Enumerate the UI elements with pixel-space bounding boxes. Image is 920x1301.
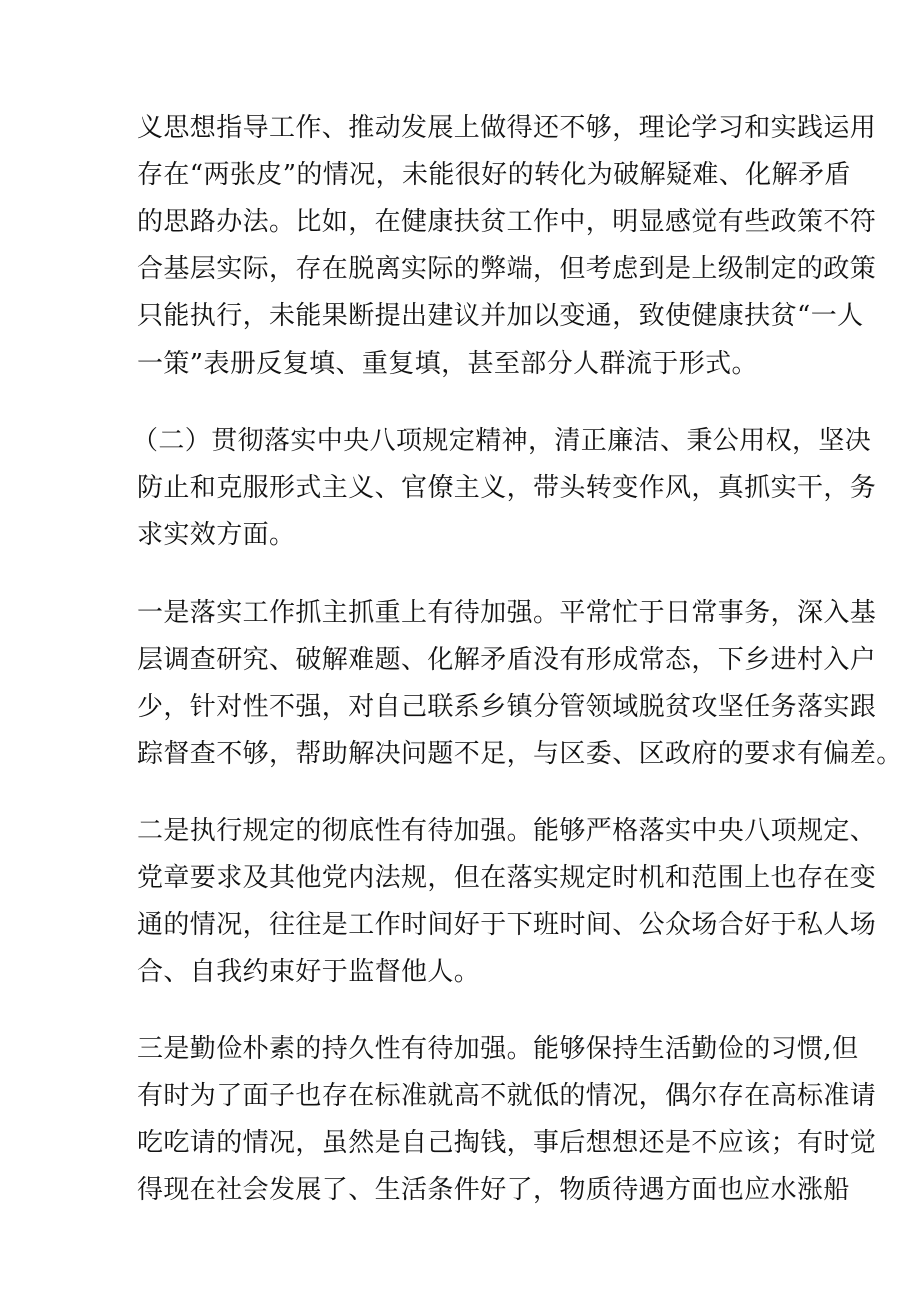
text-line: 只能执行，未能果断提出建议并加以变通，致使健康扶贫“一人 [137,301,864,331]
text-line: 三是勤俭朴素的持久性有待加强。能够保持生活勤俭的习惯,但 [137,1034,859,1064]
text-line: 得现在社会发展了、生活条件好了，物质待遇方面也应水涨船 [137,1175,850,1205]
section-heading-line: 求实效方面。 [137,520,296,550]
text-line: 层调查研究、破解难题、化解矛盾没有形成常态，下乡进村入户 [137,645,877,675]
text-line: 二是执行规定的彻底性有待加强。能够严格落实中央八项规定、 [137,816,877,846]
text-line: 吃吃请的情况，虽然是自己掏钱，事后想想还是不应该；有时觉 [137,1128,877,1158]
text-line: 义思想指导工作、推动发展上做得还不够，理论学习和实践运用 [137,113,877,143]
text-line: 一是落实工作抓主抓重上有待加强。平常忙于日常事务，深入基 [137,598,877,628]
text-line: 党章要求及其他党内法规，但在落实规定时机和范围上也存在变 [137,863,877,893]
text-line: 合基层实际，存在脱离实际的弊端，但考虑到是上级制定的政策 [137,254,877,284]
section-heading-line: 防止和克服形式主义、官僚主义，带头转变作风，真抓实干，务 [137,473,877,503]
text-line: 少，针对性不强，对自己联系乡镇分管领域脱贫攻坚任务落实跟 [137,692,877,722]
text-line: 有时为了面子也存在标准就高不就低的情况，偶尔存在高标准请 [137,1081,877,1111]
text-line: 踪督查不够，帮助解决问题不足，与区委、区政府的要求有偏差。 [137,739,903,769]
text-line: 一策”表册反复填、重复填，甚至部分人群流于形式。 [137,349,758,379]
section-heading-line: （二）贯彻落实中央八项规定精神，清正廉洁、秉公用权，坚决 [132,426,872,456]
text-line: 的思路办法。比如，在健康扶贫工作中，明显感觉有些政策不符 [137,207,877,237]
text-line: 通的情况，往往是工作时间好于下班时间、公众场合好于私人场 [137,910,877,940]
text-line: 合、自我约束好于监督他人。 [137,957,481,987]
text-line: 存在“两张皮”的情况，未能很好的转化为破解疑难、化解矛盾 [137,160,851,190]
